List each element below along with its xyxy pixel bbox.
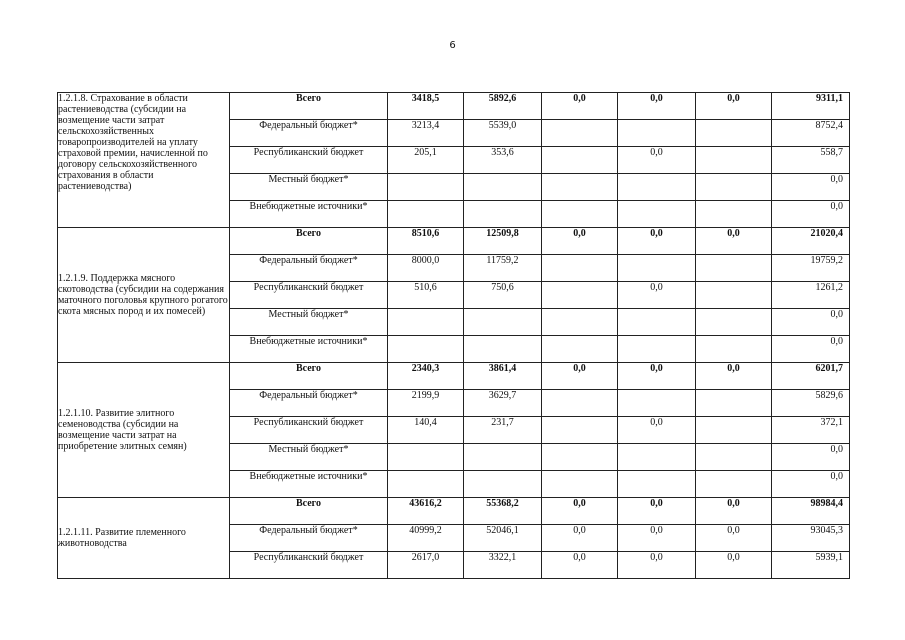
funding-source: Федеральный бюджет* — [230, 120, 388, 147]
funding-source: Внебюджетные источники* — [230, 201, 388, 228]
measure-description: 1.2.1.9. Поддержка мясного скотоводства (субсидии на содержания маточного поголовья крупного рогатого скота мясных пород и их помесей) — [58, 228, 230, 363]
amount-cell — [542, 336, 618, 363]
amount-cell — [696, 120, 772, 147]
amount-cell: 3629,7 — [464, 390, 542, 417]
funding-source: Всего — [230, 498, 388, 525]
funding-source: Республиканский бюджет — [230, 147, 388, 174]
amount-cell — [618, 336, 696, 363]
amount-cell: 2199,9 — [388, 390, 464, 417]
amount-total-cell: 5939,1 — [772, 552, 850, 579]
amount-cell: 2340,3 — [388, 363, 464, 390]
amount-cell: 0,0 — [618, 93, 696, 120]
amount-cell: 0,0 — [618, 417, 696, 444]
amount-cell — [696, 255, 772, 282]
amount-cell — [542, 471, 618, 498]
page-number: 6 — [449, 40, 456, 51]
amount-cell — [542, 390, 618, 417]
amount-cell: 205,1 — [388, 147, 464, 174]
amount-cell: 40999,2 — [388, 525, 464, 552]
table-row-total — [58, 228, 850, 255]
amount-cell — [618, 444, 696, 471]
amount-cell — [464, 336, 542, 363]
amount-cell: 140,4 — [388, 417, 464, 444]
funding-source: Внебюджетные источники* — [230, 471, 388, 498]
amount-cell — [696, 336, 772, 363]
funding-source: Местный бюджет* — [230, 444, 388, 471]
amount-cell: 2617,0 — [388, 552, 464, 579]
amount-cell — [696, 444, 772, 471]
amount-cell — [388, 471, 464, 498]
amount-cell: 55368,2 — [464, 498, 542, 525]
amount-cell — [542, 417, 618, 444]
measure-description: 1.2.1.8. Страхование в области растениеводства (субсидии на возмещение части затрат сельскохозяйственных товаропроизводителей на уплату страховой премии, начисленной по договору сельскохозяйственного страхования в области растениеводства) — [58, 93, 230, 228]
amount-cell — [464, 201, 542, 228]
amount-cell: 0,0 — [542, 525, 618, 552]
amount-total-cell: 0,0 — [772, 174, 850, 201]
table-row-total — [58, 363, 850, 390]
amount-cell: 0,0 — [618, 363, 696, 390]
budget-table — [57, 92, 850, 579]
amount-cell: 0,0 — [542, 93, 618, 120]
amount-cell: 0,0 — [618, 228, 696, 255]
amount-total-cell: 21020,4 — [772, 228, 850, 255]
amount-cell: 5539,0 — [464, 120, 542, 147]
amount-cell — [464, 309, 542, 336]
amount-cell: 0,0 — [542, 552, 618, 579]
amount-cell — [696, 282, 772, 309]
amount-cell: 0,0 — [618, 498, 696, 525]
amount-total-cell: 0,0 — [772, 201, 850, 228]
amount-cell — [464, 471, 542, 498]
amount-cell: 3213,4 — [388, 120, 464, 147]
amount-cell — [388, 201, 464, 228]
amount-cell — [618, 120, 696, 147]
amount-cell: 0,0 — [542, 228, 618, 255]
funding-source: Федеральный бюджет* — [230, 255, 388, 282]
amount-total-cell: 372,1 — [772, 417, 850, 444]
amount-cell — [388, 444, 464, 471]
amount-total-cell: 0,0 — [772, 336, 850, 363]
funding-source: Республиканский бюджет — [230, 282, 388, 309]
amount-cell — [618, 255, 696, 282]
funding-source: Республиканский бюджет — [230, 417, 388, 444]
amount-cell: 3861,4 — [464, 363, 542, 390]
amount-cell — [388, 336, 464, 363]
amount-cell — [696, 471, 772, 498]
measure-description: 1.2.1.10. Развитие элитного семеноводства (субсидии на возмещение части затрат на приобретение элитных семян) — [58, 363, 230, 498]
amount-total-cell: 0,0 — [772, 471, 850, 498]
amount-cell: 0,0 — [618, 552, 696, 579]
funding-source: Всего — [230, 363, 388, 390]
amount-cell: 0,0 — [696, 363, 772, 390]
amount-cell — [696, 309, 772, 336]
funding-source: Всего — [230, 228, 388, 255]
amount-cell — [542, 444, 618, 471]
amount-cell — [542, 282, 618, 309]
funding-source: Республиканский бюджет — [230, 552, 388, 579]
amount-cell — [696, 147, 772, 174]
amount-cell — [618, 174, 696, 201]
amount-total-cell: 0,0 — [772, 444, 850, 471]
funding-source: Федеральный бюджет* — [230, 390, 388, 417]
measure-description: 1.2.1.11. Развитие племенного животноводства — [58, 498, 230, 579]
funding-source: Местный бюджет* — [230, 309, 388, 336]
amount-cell: 43616,2 — [388, 498, 464, 525]
amount-cell — [696, 174, 772, 201]
amount-cell — [696, 390, 772, 417]
amount-cell — [696, 417, 772, 444]
funding-source: Всего — [230, 93, 388, 120]
amount-cell — [542, 120, 618, 147]
amount-cell — [388, 174, 464, 201]
amount-cell — [464, 444, 542, 471]
funding-source: Федеральный бюджет* — [230, 525, 388, 552]
amount-cell — [542, 309, 618, 336]
amount-cell: 52046,1 — [464, 525, 542, 552]
amount-cell — [542, 201, 618, 228]
amount-cell: 8510,6 — [388, 228, 464, 255]
amount-total-cell: 1261,2 — [772, 282, 850, 309]
amount-cell: 0,0 — [696, 498, 772, 525]
amount-cell: 12509,8 — [464, 228, 542, 255]
amount-total-cell: 5829,6 — [772, 390, 850, 417]
amount-cell: 0,0 — [618, 282, 696, 309]
amount-cell: 0,0 — [618, 147, 696, 174]
amount-cell: 510,6 — [388, 282, 464, 309]
amount-cell: 8000,0 — [388, 255, 464, 282]
amount-cell: 0,0 — [542, 363, 618, 390]
amount-total-cell: 6201,7 — [772, 363, 850, 390]
amount-cell: 231,7 — [464, 417, 542, 444]
amount-total-cell: 8752,4 — [772, 120, 850, 147]
amount-cell — [542, 255, 618, 282]
amount-cell: 3418,5 — [388, 93, 464, 120]
amount-total-cell: 558,7 — [772, 147, 850, 174]
amount-cell — [618, 201, 696, 228]
amount-cell: 0,0 — [542, 498, 618, 525]
amount-cell — [618, 390, 696, 417]
amount-cell: 11759,2 — [464, 255, 542, 282]
amount-cell: 5892,6 — [464, 93, 542, 120]
amount-total-cell: 93045,3 — [772, 525, 850, 552]
amount-cell — [696, 201, 772, 228]
table-row-total — [58, 498, 850, 525]
amount-total-cell: 9311,1 — [772, 93, 850, 120]
amount-total-cell: 98984,4 — [772, 498, 850, 525]
funding-source: Местный бюджет* — [230, 174, 388, 201]
amount-total-cell: 0,0 — [772, 309, 850, 336]
amount-cell: 0,0 — [618, 525, 696, 552]
amount-cell: 0,0 — [696, 525, 772, 552]
amount-cell: 3322,1 — [464, 552, 542, 579]
amount-total-cell: 19759,2 — [772, 255, 850, 282]
funding-source: Внебюджетные источники* — [230, 336, 388, 363]
amount-cell — [542, 147, 618, 174]
amount-cell: 0,0 — [696, 93, 772, 120]
amount-cell — [618, 471, 696, 498]
amount-cell: 353,6 — [464, 147, 542, 174]
amount-cell — [464, 174, 542, 201]
amount-cell — [542, 174, 618, 201]
table-row-total — [58, 93, 850, 120]
amount-cell — [388, 309, 464, 336]
amount-cell — [618, 309, 696, 336]
amount-cell: 0,0 — [696, 552, 772, 579]
amount-cell: 0,0 — [696, 228, 772, 255]
amount-cell: 750,6 — [464, 282, 542, 309]
